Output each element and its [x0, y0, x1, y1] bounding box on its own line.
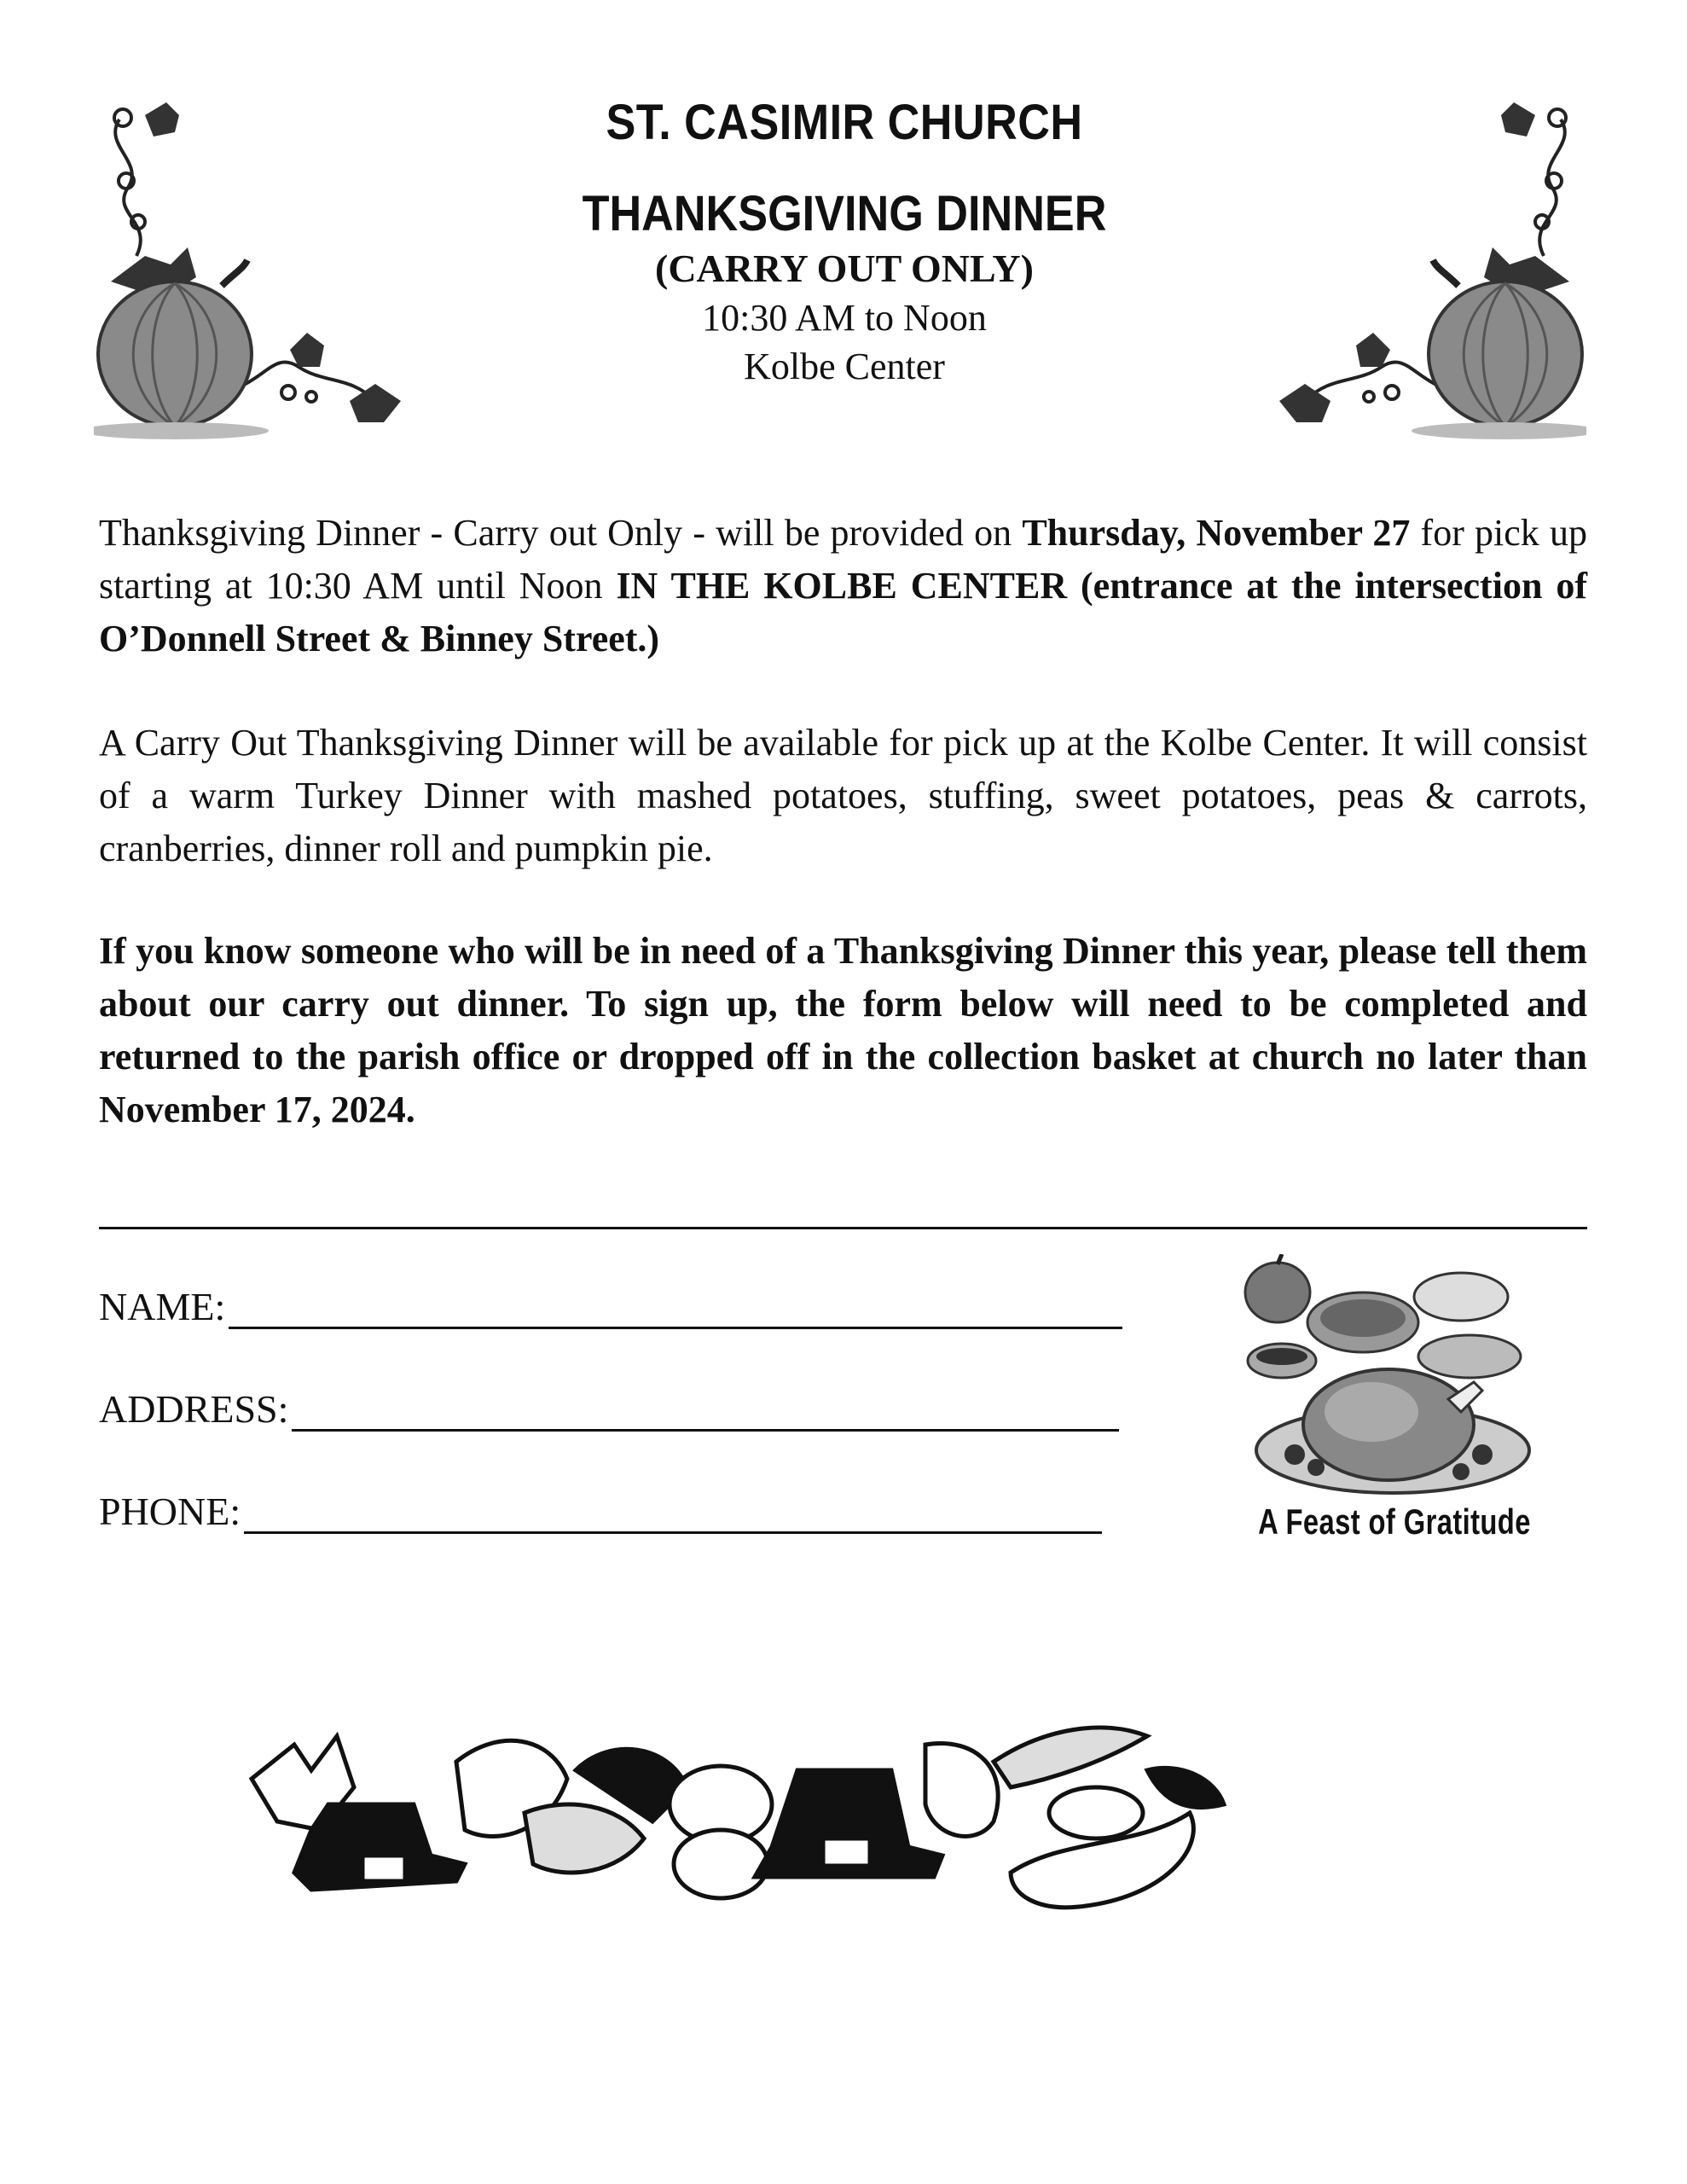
turkey-dinner-icon	[1244, 1254, 1533, 1510]
church-name: ST. CASIMIR CHURCH	[606, 95, 1083, 150]
menu-paragraph: A Carry Out Thanksgiving Dinner will be available for pick up at the Kolbe Center. It will consist of a warm Turkey Dinner with mashed potatoes, stuffing, sweet potatoes, peas & carrots, cranberries, dinner roll and pumpkin pie.	[99, 722, 1587, 869]
event-location: Kolbe Center	[744, 346, 945, 387]
pumpkin-vine-left-icon	[94, 94, 426, 452]
phone-field[interactable]	[244, 1492, 1102, 1534]
pickup-date: Thursday, November 27	[1022, 512, 1411, 554]
pickup-location: IN THE KOLBE CENTER (entrance at the intersection of O’Donnell Street & Binney Street.)	[99, 565, 1587, 659]
signup-paragraph: If you know someone who will be in need of a Thanksgiving Dinner this year, please tell them about our carry out dinner. To sign up, the form below will need to be completed and returned to the parish office or dropped off in the collection basket at church no later than November 17, 2024.	[99, 930, 1587, 1130]
harvest-border-icon	[243, 1711, 1352, 1932]
section-divider	[99, 1227, 1587, 1229]
address-field[interactable]	[292, 1390, 1119, 1432]
address-row	[99, 1386, 1119, 1432]
pickup-text-a: Thanksgiving Dinner - Carry out Only - will be provided on	[99, 512, 1023, 554]
phone-label: PHONE:	[99, 1490, 241, 1533]
pickup-text-b: for pick up starting at 10:30 AM until Noon	[99, 512, 1587, 607]
pumpkin-vine-right-icon	[1254, 94, 1586, 452]
event-time: 10:30 AM to Noon	[702, 297, 987, 339]
phone-row	[99, 1489, 1102, 1534]
event-title: THANKSGIVING DINNER	[582, 186, 1107, 241]
flyer-header	[478, 94, 1211, 388]
name-row	[99, 1284, 1122, 1329]
event-subtitle: (CARRY OUT ONLY)	[655, 247, 1034, 290]
name-field[interactable]	[229, 1287, 1122, 1329]
name-label: NAME:	[99, 1285, 226, 1328]
pickup-details-paragraph	[99, 507, 1587, 665]
address-label: ADDRESS:	[99, 1387, 289, 1431]
feast-caption: A Feast of Gratitude	[1258, 1502, 1531, 1542]
